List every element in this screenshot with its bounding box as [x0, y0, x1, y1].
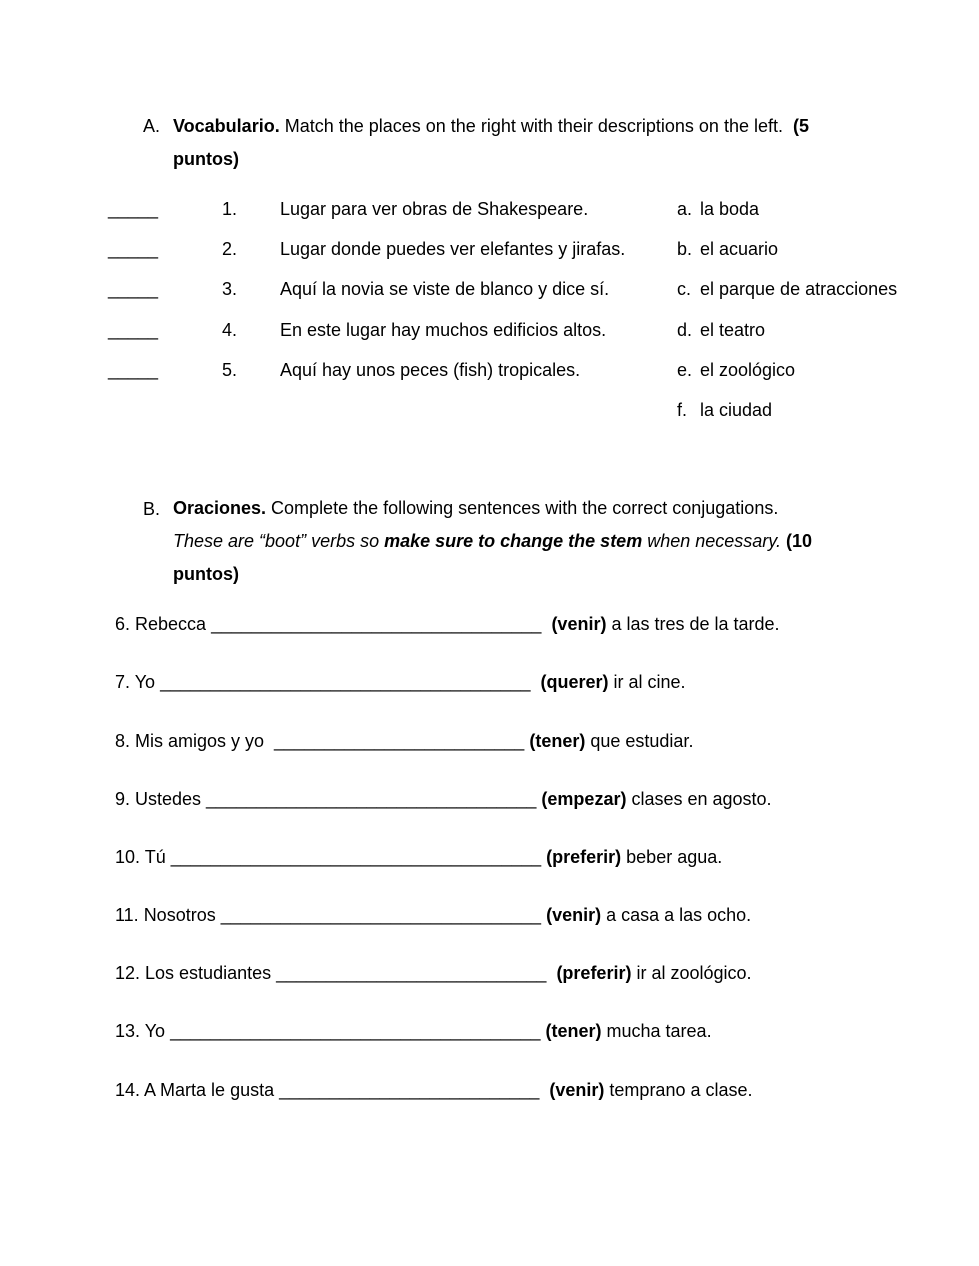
- sentence-subject: 8. Mis amigos y yo: [115, 731, 275, 751]
- option-letter: c.: [677, 279, 692, 299]
- sentence-ending: mucha tarea.: [601, 1021, 712, 1041]
- section-a-header: [173, 110, 873, 176]
- verb-hint: (empezar): [541, 789, 627, 809]
- sentence-13: [115, 1021, 712, 1042]
- answer-blank[interactable]: __________________________: [279, 1080, 540, 1100]
- option-letter: a.: [677, 199, 693, 219]
- answer-blank[interactable]: _____________________________________: [170, 1021, 541, 1041]
- option-letter: d.: [677, 320, 693, 340]
- section-b-note-end: when necessary.: [642, 531, 781, 551]
- sentence-subject: 14. A Marta le gusta: [115, 1080, 280, 1100]
- sentence-subject: 6. Rebecca: [115, 614, 212, 634]
- sentence-7: [115, 672, 686, 693]
- sentence-ending: beber agua.: [621, 847, 723, 867]
- section-a-title: Vocabulario.: [173, 116, 280, 136]
- section-b-points: (10: [785, 531, 812, 551]
- sentence-subject: 10. Tú: [115, 847, 171, 867]
- option-text: el parque de atracciones: [700, 279, 898, 299]
- sentence-6: [115, 614, 780, 635]
- section-b-note-bold: make sure to change the stem: [384, 531, 643, 551]
- item-number: 1.: [222, 199, 238, 219]
- answer-blank[interactable]: _________________________________: [206, 789, 537, 809]
- item-description: Aquí hay unos peces (fish) tropicales.: [280, 360, 581, 380]
- answer-blank-1[interactable]: _____: [108, 199, 159, 219]
- answer-blank[interactable]: _____________________________________: [170, 847, 542, 867]
- item-number: 2.: [222, 239, 238, 259]
- option-text: el zoológico: [700, 360, 796, 380]
- sentence-ending: que estudiar.: [585, 731, 694, 751]
- item-description: Lugar para ver obras de Shakespeare.: [280, 199, 589, 219]
- verb-hint: (tener): [545, 1021, 602, 1041]
- sentence-subject: 11. Nosotros: [115, 905, 221, 925]
- sentence-9: [115, 789, 772, 810]
- item-description: Lugar donde puedes ver elefantes y jirafas.: [280, 239, 626, 259]
- sentence-subject: 13. Yo: [115, 1021, 171, 1041]
- answer-blank[interactable]: _________________________: [274, 731, 525, 751]
- answer-blank-5[interactable]: _____: [108, 360, 159, 380]
- answer-blank[interactable]: ________________________________: [220, 905, 542, 925]
- section-a-points: (5: [793, 116, 810, 136]
- verb-hint: (venir): [546, 905, 602, 925]
- answer-blank[interactable]: _____________________________________: [160, 672, 531, 692]
- section-b-instructions: Complete the following sentences with the correct conjugations.: [266, 498, 779, 518]
- item-number: 4.: [222, 320, 238, 340]
- sentence-10: [115, 847, 722, 868]
- section-b-letter: B.: [143, 499, 161, 519]
- item-description: En este lugar hay muchos edificios altos.: [280, 320, 607, 340]
- answer-blank-2[interactable]: _____: [108, 239, 159, 259]
- sentence-subject: 12. Los estudiantes: [115, 963, 277, 983]
- answer-blank-3[interactable]: _____: [108, 279, 159, 299]
- verb-hint: (tener): [529, 731, 586, 751]
- sentence-ending: a casa a las ocho.: [601, 905, 752, 925]
- answer-blank[interactable]: ___________________________: [276, 963, 547, 983]
- verb-hint: (preferir): [556, 963, 632, 983]
- option-text: la boda: [700, 199, 760, 219]
- option-letter: f.: [677, 400, 688, 420]
- item-number: 5.: [222, 360, 238, 380]
- answer-blank[interactable]: _________________________________: [211, 614, 542, 634]
- verb-hint: (querer): [540, 672, 609, 692]
- sentence-11: [115, 905, 751, 926]
- sentence-subject: 9. Ustedes: [115, 789, 207, 809]
- sentence-ending: a las tres de la tarde.: [606, 614, 780, 634]
- sentence-ending: temprano a clase.: [604, 1080, 753, 1100]
- section-a-letter: A.: [143, 116, 161, 136]
- sentence-12: [115, 963, 752, 984]
- answer-blank-4[interactable]: _____: [108, 320, 159, 340]
- verb-hint: (venir): [549, 1080, 605, 1100]
- section-b-points-cont: puntos): [173, 564, 239, 584]
- item-description: Aquí la novia se viste de blanco y dice sí.: [280, 279, 610, 299]
- sentence-ending: ir al zoológico.: [631, 963, 752, 983]
- option-text: el teatro: [700, 320, 766, 340]
- verb-hint: (preferir): [546, 847, 622, 867]
- section-a-points-cont: puntos): [173, 149, 239, 169]
- option-text: la ciudad: [700, 400, 773, 420]
- sentence-8: [115, 731, 693, 752]
- option-text: el acuario: [700, 239, 779, 259]
- sentence-14: [115, 1080, 753, 1101]
- verb-hint: (venir): [551, 614, 607, 634]
- section-a-instructions: Match the places on the right with their descriptions on the left.: [279, 116, 783, 136]
- item-number: 3.: [222, 279, 238, 299]
- section-b-note-start: These are “boot” verbs so: [173, 531, 385, 551]
- sentence-subject: 7. Yo: [115, 672, 161, 692]
- section-b-header: [173, 492, 873, 591]
- section-b-title: Oraciones.: [173, 498, 267, 518]
- sentence-ending: clases en agosto.: [626, 789, 772, 809]
- option-letter: e.: [677, 360, 693, 380]
- option-letter: b.: [677, 239, 693, 259]
- sentence-ending: ir al cine.: [608, 672, 686, 692]
